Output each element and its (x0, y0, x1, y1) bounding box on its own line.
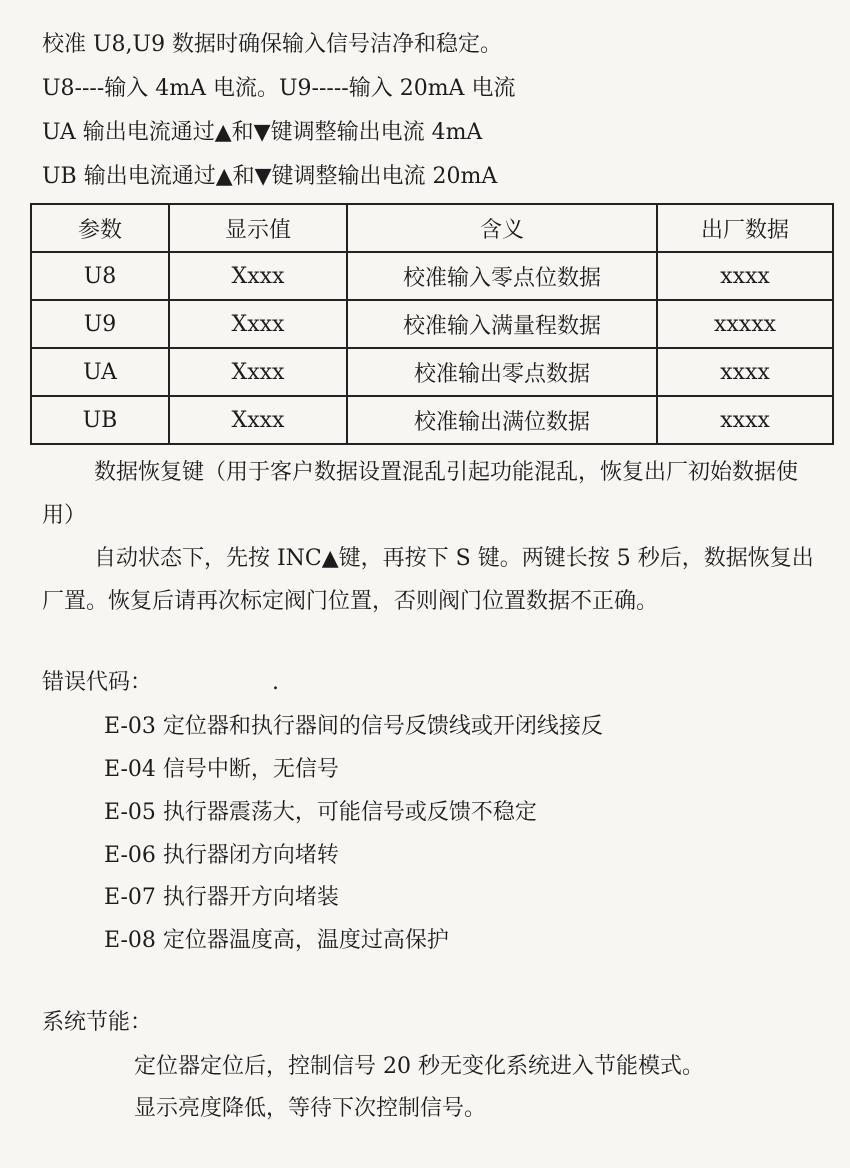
cell-meaning: 校准输出满位数据 (347, 396, 657, 444)
error-item: E-04 信号中断，无信号 (104, 757, 339, 782)
header-meaning: 含义 (347, 204, 657, 252)
cell-display-value: Xxxx (169, 396, 347, 444)
intro-line-4: UB 输出电流通过▲和▼键调整输出电流 20mA (42, 164, 498, 189)
energy-saving-line-1: 定位器定位后，控制信号 20 秒无变化系统进入节能模式。 (134, 1054, 704, 1079)
error-item: E-05 执行器震荡大，可能信号或反馈不稳定 (104, 800, 537, 825)
cell-display-value: Xxxx (169, 252, 347, 300)
stray-dot: . (272, 670, 279, 695)
header-display-value: 显示值 (169, 204, 347, 252)
error-item: E-03 定位器和执行器间的信号反馈线或开闭线接反 (104, 714, 603, 739)
cell-param: UB (31, 396, 169, 444)
cell-factory-data: xxxx (657, 252, 833, 300)
intro-line-1: 校准 U8,U9 数据时确保输入信号洁净和稳定。 (42, 32, 503, 57)
error-item: E-08 定位器温度高，温度过高保护 (104, 928, 449, 953)
intro-line-3: UA 输出电流通过▲和▼键调整输出电流 4mA (42, 120, 483, 145)
restore-paragraph-2: 自动状态下，先按 INC▲键，再按下 S 键。两键长按 5 秒后，数据恢复出厂置。恢复后请再次标定阀门位置，否则阀门位置数据不正确。 (42, 546, 814, 614)
cell-param: U9 (31, 300, 169, 348)
cell-meaning: 校准输出零点数据 (347, 348, 657, 396)
energy-saving-title: 系统节能： (42, 1010, 153, 1035)
error-codes-title: 错误代码： (42, 670, 153, 695)
cell-factory-data: xxxx (657, 396, 833, 444)
header-param: 参数 (31, 204, 169, 252)
error-item: E-06 执行器闭方向堵转 (104, 843, 339, 868)
cell-factory-data: xxxxx (657, 300, 833, 348)
cell-display-value: Xxxx (169, 348, 347, 396)
table-row (31, 252, 833, 300)
restore-paragraph-1: 数据恢复键（用于客户数据设置混乱引起功能混乱，恢复出厂初始数据使用） (42, 460, 799, 528)
cell-param: UA (31, 348, 169, 396)
table-row (31, 396, 833, 444)
error-item: E-07 执行器开方向堵装 (104, 885, 339, 910)
cell-meaning: 校准输入满量程数据 (347, 300, 657, 348)
intro-line-2: U8----输入 4mA 电流。U9-----输入 20mA 电流 (42, 76, 516, 101)
calibration-table (30, 203, 834, 445)
cell-display-value: Xxxx (169, 300, 347, 348)
cell-param: U8 (31, 252, 169, 300)
header-factory-data: 出厂数据 (657, 204, 833, 252)
table-row (31, 348, 833, 396)
energy-saving-line-2: 显示亮度降低，等待下次控制信号。 (134, 1096, 487, 1121)
table-row (31, 300, 833, 348)
table-header-row (31, 204, 833, 252)
cell-factory-data: xxxx (657, 348, 833, 396)
cell-meaning: 校准输入零点位数据 (347, 252, 657, 300)
